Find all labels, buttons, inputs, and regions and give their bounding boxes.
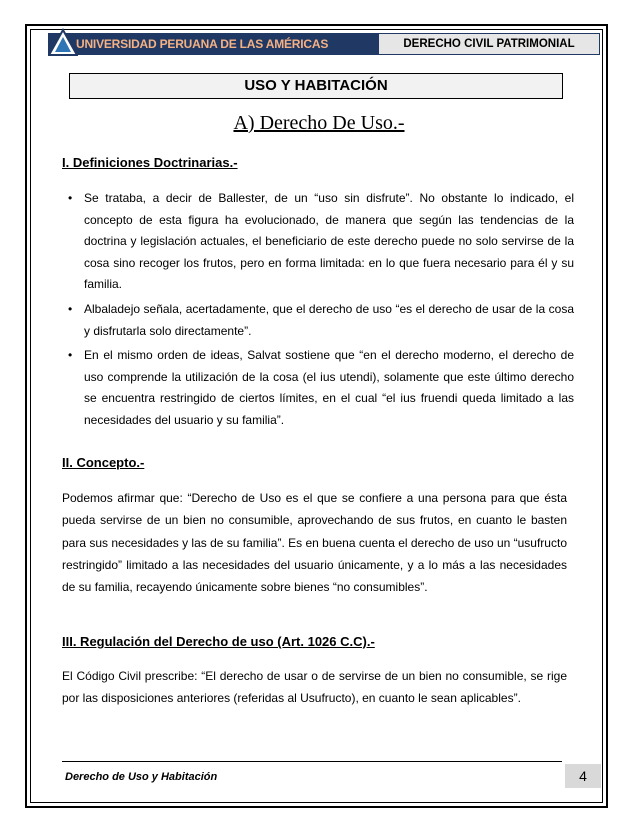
bullet-icon: • <box>68 348 73 363</box>
subtitle-text: A) Derecho De Uso.- <box>233 112 405 134</box>
footer-title: Derecho de Uso y Habitación <box>65 771 218 783</box>
regulacion-paragraph: El Código Civil prescribe: “El derecho de usar o de servirse de un bien no consumible, se rige por las disposiciones anteriores (referidas al Usufructo), en cuanto le sean aplicables”. <box>62 669 567 706</box>
concepto-paragraph: Podemos afirmar que: “Derecho de Uso es el que se confiere a una persona para que ésta pueda servirse de un bien no consumible, aprovechando de sus frutos, en cuanto le basten para sus necesidades y las de su familia”. Es en buena cuenta el derecho de uso un “usufructo restringido” limitado a las necesidades del usuario únicamente, y a lo más a las necesidades de su familia, recayendo únicamente sobre bienes “no consumibles”. <box>62 491 567 595</box>
bullet-text: Se trataba, a decir de Ballester, de un “uso sin disfrute”. No obstante lo indicado, el concepto de esta figura ha evolucionado, de manera que según las tendencias de la doctrina y legislación actuales, el beneficiario de este derecho puede no solo servirse de la cosa sino recoger los frutos, pero en forma limitada: en lo que fuera necesario para él y su familia. <box>84 191 574 292</box>
heading-definiciones: I. Definiciones Doctrinarias.- <box>62 155 238 170</box>
section-subtitle <box>0 112 638 135</box>
header-university <box>48 33 378 55</box>
bullet-text: Albaladejo señala, acertadamente, que el derecho de uso “es el derecho de usar de la cosa y disfrutarla solo directamente”. <box>84 301 574 338</box>
footer-divider <box>62 761 562 762</box>
heading-regulacion: III. Regulación del Derecho de uso (Art. 1026 C.C).- <box>62 634 375 649</box>
bullet-icon: • <box>68 301 73 316</box>
list-item <box>62 345 574 431</box>
list-item <box>62 188 574 296</box>
list-item <box>62 299 574 342</box>
bullet-text: En el mismo orden de ideas, Salvat sostiene que “en el derecho moderno, el derecho de uso comprende la utilización de la cosa (el ius utendi), solamente que este último derecho se encuentra restringido de ciertos límites, en el cual “el ius fruendi queda limitado a las necesidades del usuario y su familia”. <box>84 348 574 427</box>
university-name: UNIVERSIDAD PERUANA DE LAS AMÉRICAS <box>76 37 329 51</box>
page-title: USO Y HABITACIÓN <box>69 73 563 99</box>
triangle-logo-icon <box>48 28 78 58</box>
bullet-icon: • <box>68 191 73 205</box>
page-number: 4 <box>565 764 601 788</box>
course-name: DERECHO CIVIL PATRIMONIAL <box>403 38 575 50</box>
heading-concepto: II. Concepto.- <box>62 455 145 470</box>
definiciones-list <box>62 188 574 435</box>
header-course <box>378 33 600 55</box>
